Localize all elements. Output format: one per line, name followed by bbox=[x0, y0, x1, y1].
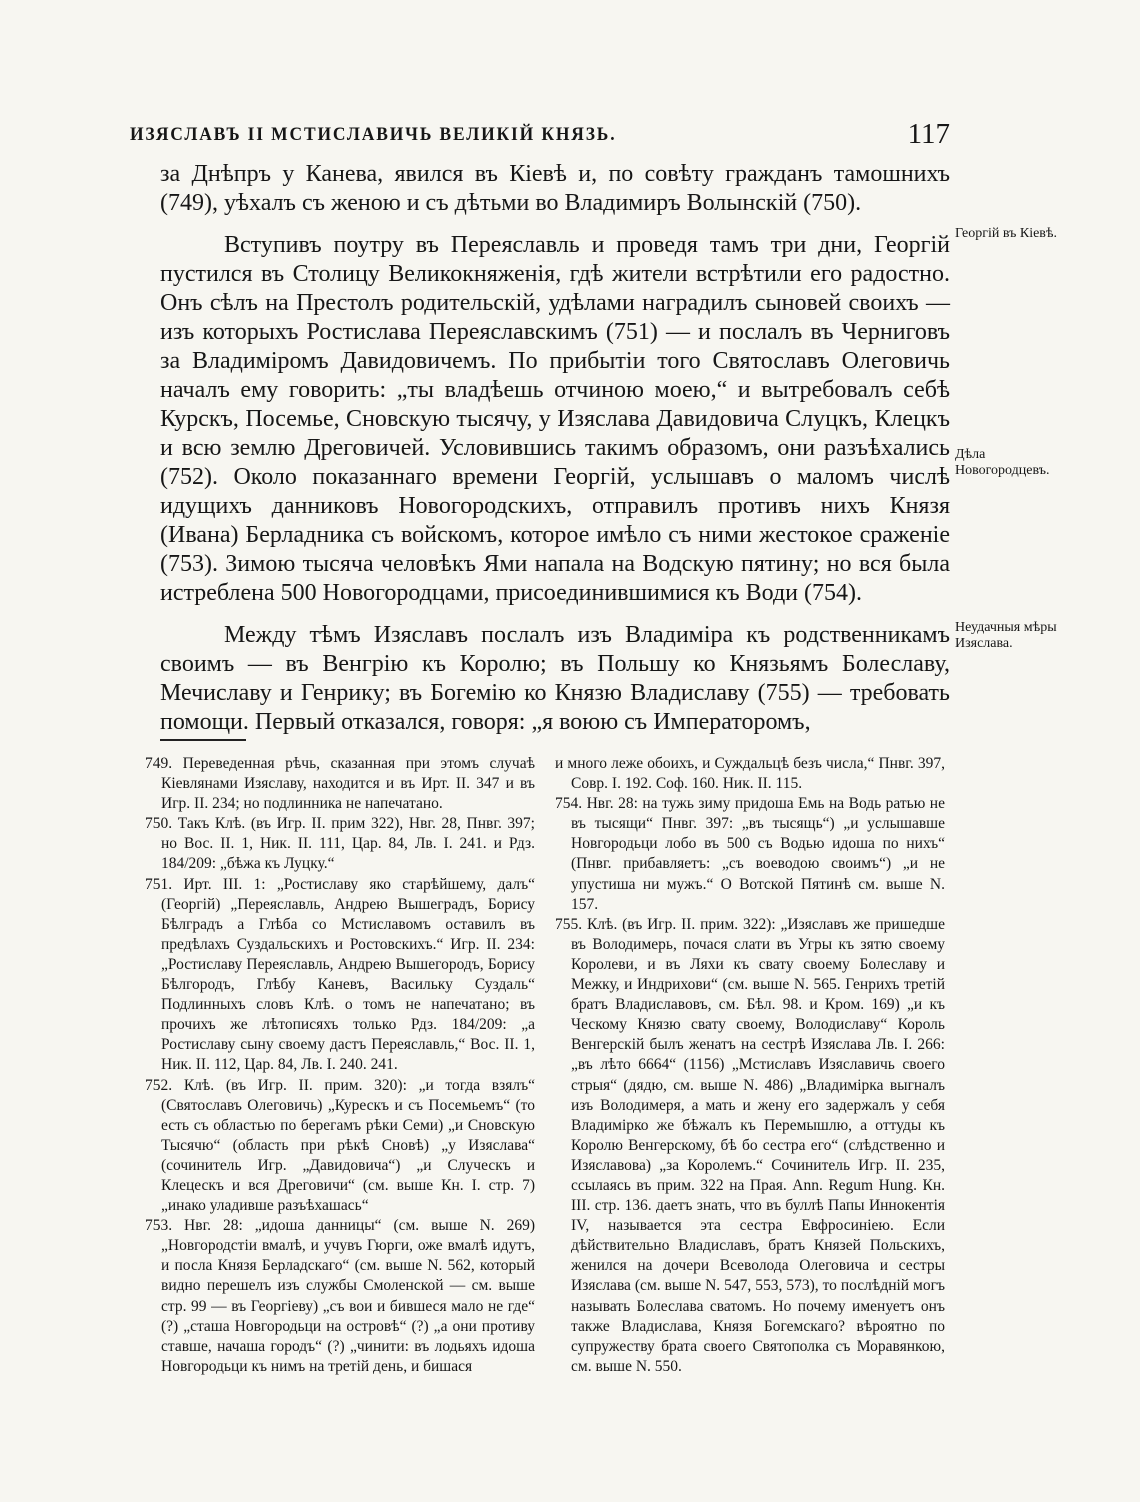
margin-note-izyaslav: Неудачныя мѣры Изяслава. bbox=[955, 620, 1057, 651]
paragraph: за Днѣпръ у Канева, явился въ Кіевѣ и, по совѣту гражданъ тамошнихъ (749), уѣхалъ съ женою и съ дѣтьми во Владимиръ Волынскій (750). bbox=[160, 161, 950, 216]
paragraph: Между тѣмъ Изяславъ послалъ изъ Владиміра къ родственникамъ своимъ — въ Венгрію къ Королю; въ Польшу ко Князьямъ Болеславу, Мечиславу и Генрику; въ Богемію ко Князю Владиславу (755) — требовать помощи. Первый отказался, говоря: „я воюю съ Императоромъ, bbox=[160, 622, 950, 735]
footnotes-left-column bbox=[145, 754, 535, 1377]
footnote-753-continued: и много леже обоихъ, и Суждальцѣ безъ числа,“ Пнвг. 397, Совр. I. 192. Соф. 160. Ник. II. 115. bbox=[555, 755, 945, 793]
footnote-755: 755. Клѣ. (въ Игр. II. прим. 322): „Изяславъ же пришедше въ Володимерь, почася слати въ Угры къ зятю своему Королеви, и въ Ляхи къ свату своему Болеславу и Межку, и Индрихови“ (см. выше N. 565. Генрихъ третій братъ Владиславовъ, см. Бѣл. 98. и Кром. 169) „и къ Ческому Князю свату своему, Володиславу“ Король Венгерскій былъ женатъ на сестрѣ Изяслава Лв. I. 266: „въ лѣто 6664“ (1156) „Мстиславъ Изяславичь своего стрыя“ (дядю, см. выше N. 486) „Владимірка выгналъ изъ Володимеря, а мать и жену его задержалъ у себя Владимірко же бѣжалъ къ Перемышлю, а оттуды къ Королю Венгерскому, бѣ бо сестра его“ (слѣдственно и Изяславова) „за Королемъ.“ Сочинитель Игр. II. 235, ссылаясь въ прим. 322 на Прая. Ann. Regum Hung. Кн. III. стр. 136. даетъ знать, что въ буллѣ Папы Иннокентія IV, называется эта сестра Евфросиніею. Если дѣйствительно Владиславъ, братъ Князей Польскихъ, женился на дочери Всеволода Олеговича и сестры Изяслава (см. выше N. 547, 553, 573), то послѣдній могъ называть Болеслава сватомъ. Но почему именуетъ онъ также Владислава, Князя Богемскаго? вѣроятно по супружеству брата своего Святополка съ Моравянкою, см. выше N. 550. bbox=[555, 915, 945, 1375]
page-number: 117 bbox=[907, 118, 950, 150]
footnote-752: 752. Клѣ. (въ Игр. II. прим. 320): „и тогда взялъ“ (Святославъ Олеговичь) „Курескъ и съ Посемьемъ“ (то есть съ областью по берегамъ рѣки Семи) „и Сновскую Тысячю“ (область при рѣкѣ Сновѣ) „у Изяслава“ (сочинитель Игр. „Давидовича“) „и Случескъ и Клецескъ и вся Дреговичи“ (см. выше Кн. I. стр. 7) „инако уладивше разъѣхашась“ bbox=[145, 1076, 535, 1215]
page-header bbox=[130, 118, 950, 158]
footnote-753: 753. Нвг. 28: „идоша данницы“ (см. выше N. 269) „Новгородстіи вмалѣ, и учувъ Гюрги, оже вмалѣ идутъ, и посла Князя Берладскаго“ (см. выше N. 562, который видно перешелъ изъ службы Смоленской — см. выше стр. 99 — въ Георгіеву) „съ вои и бившеся мало не где“ (?) „сташа Новгородьци на островѣ“ (?) „а они противу ставше, начаша городъ“ (?) „чинити: въ лодьяхъ идоша Новгородьци къ нимъ на третій день, и бишася bbox=[145, 1217, 535, 1375]
running-title: ИЗЯСЛАВЪ II МСТИСЛАВИЧЬ ВЕЛИКІЙ КНЯЗЬ. bbox=[130, 124, 617, 145]
footnotes-right-column bbox=[555, 754, 945, 1377]
footnote-separator bbox=[160, 739, 246, 741]
footnote-751: 751. Ирт. III. 1: „Ростиславу яко старѣйшему, далъ“ (Георгій) „Переяславль, Андрею Вышеградъ, Борису Бѣлградъ а Глѣба со Мстиславомъ оставилъ въ предѣлахъ Суздальскихъ и Ростовскихъ.“ Игр. II. 234: „Ростиславу Переяславль, Андрею Вышегородъ, Борису Бѣлгородъ, Глѣбу Каневъ, Васильку Суздаль“ Подлинныхъ словъ Клѣ. о томъ не напечатано; въ прочихъ же лѣтописяхъ только Рдз. 184/209: „а Ростиславу сыну своему дастъ Переяславль,“ Вос. II. 1, Ник. II. 112, Цар. 84, Лв. I. 240. 241. bbox=[145, 875, 535, 1074]
paragraph: Вступивъ поутру въ Переяславль и проведя тамъ три дни, Георгій пустился въ Столицу Великокняженія, гдѣ жители встрѣтили его радостно. Онъ сѣлъ на Престолъ родительскій, удѣлами наградилъ сыновей своихъ — изъ которыхъ Ростислава Переяславскимъ (751) — и послалъ въ Черниговъ за Владиміромъ Давидовичемъ. По прибытіи того Святославъ Олеговичь началъ ему говорить: „ты владѣешь отчиною моею,“ и вытребовалъ себѣ Курскъ, Посемье, Сновскую тысячу, у Изяслава Давидовича Слуцкъ, Клецкъ и всю землю Дреговичей. Условившись такимъ образомъ, они разъѣхались (752). Около показаннаго времени Георгій, услышавъ о маломъ числѣ идущихъ данниковъ Новогородскихъ, отправилъ противъ нихъ Князя (Ивана) Берладника съ войскомъ, которое имѣло съ ними жестокое сраженіе (753). Зимою тысяча человѣкъ Ями напала на Водскую пятину; но вся была истреблена 500 Новогородцами, присоединившимися къ Води (754). bbox=[160, 232, 950, 606]
main-text bbox=[160, 160, 950, 737]
footnote-749: 749. Переведенная рѣчь, сказанная при этомъ случаѣ Кіевлянами Изяславу, находится и въ Ирт. II. 347 и въ Игр. II. 234; но подлинника не напечатано. bbox=[145, 755, 535, 813]
footnote-754: 754. Нвг. 28: на тужь зиму придоша Емь на Водь ратью не въ тысящи“ Пнвг. 397: „въ тысящь“) „и услышавше Новгородьци лобо въ 500 съ Водью идоша по нихъ“ (Пнвг. прибавляетъ: „съ воеводою своимъ“) „и не упустиша ни мужъ.“ О Вотской Пятинѣ см. выше N. 157. bbox=[555, 795, 945, 913]
margin-note-georgiy: Георгій въ Кіевѣ. bbox=[955, 226, 1058, 241]
footnote-750: 750. Такъ Клѣ. (въ Игр. II. прим 322), Нвг. 28, Пнвг. 397; но Вос. II. 1, Ник. II. 111, Цар. 84, Лв. I. 241. и Рдз. 184/209: „бѣжа къ Луцку.“ bbox=[145, 815, 535, 873]
margin-note-novgorod: Дѣла Новогородцевъ. bbox=[955, 447, 1050, 478]
